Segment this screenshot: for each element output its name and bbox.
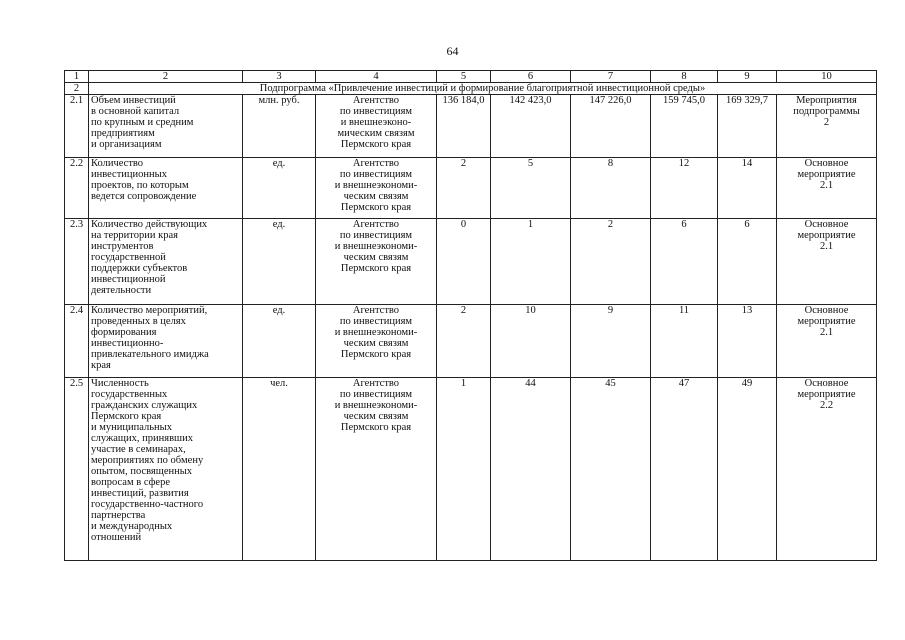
indicator-name: Объем инвестиций в основной капитал по крупным и средним предприятиям и организациям [89, 95, 243, 158]
header-cell: 6 [491, 71, 571, 83]
responsible-agency: Агентство по инвестициям и внешнеэкономи- ческим связям Пермского края [316, 305, 437, 378]
event-reference: Основное мероприятие 2.2 [777, 378, 877, 561]
value-col6: 1 [491, 219, 571, 305]
value-col5: 1 [437, 378, 491, 561]
responsible-agency: Агентство по инвестициям и внешнеэкономи- ческим связям Пермского края [316, 378, 437, 561]
unit: млн. руб. [243, 95, 316, 158]
subprogram-number: 2 [65, 83, 89, 95]
table-row [65, 378, 877, 561]
value-col6: 10 [491, 305, 571, 378]
value-col8: 6 [651, 219, 718, 305]
indicator-name: Численность государственных гражданских служащих Пермского края и муниципальных служащих, принявших участие в семинарах, мероприятиях по обмену опытом, посвященных вопросам в сфере инвестиций, развития государственно-частного партнерства и международных отношений [89, 378, 243, 561]
value-col8: 12 [651, 158, 718, 219]
table-row [65, 305, 877, 378]
header-cell: 7 [571, 71, 651, 83]
header-row [65, 71, 877, 83]
value-col5: 136 184,0 [437, 95, 491, 158]
value-col8: 47 [651, 378, 718, 561]
value-col9: 14 [718, 158, 777, 219]
header-cell: 1 [65, 71, 89, 83]
indicator-name: Количество действующих на территории края инструментов государственной поддержки субъектов инвестиционной деятельности [89, 219, 243, 305]
row-number: 2.4 [65, 305, 89, 378]
value-col7: 147 226,0 [571, 95, 651, 158]
value-col6: 5 [491, 158, 571, 219]
row-number: 2.1 [65, 95, 89, 158]
value-col8: 159 745,0 [651, 95, 718, 158]
header-cell: 9 [718, 71, 777, 83]
header-cell: 5 [437, 71, 491, 83]
value-col9: 169 329,7 [718, 95, 777, 158]
value-col6: 142 423,0 [491, 95, 571, 158]
header-cell: 10 [777, 71, 877, 83]
row-number: 2.3 [65, 219, 89, 305]
event-reference: Основное мероприятие 2.1 [777, 305, 877, 378]
value-col5: 2 [437, 305, 491, 378]
event-reference: Основное мероприятие 2.1 [777, 158, 877, 219]
page-number: 64 [446, 44, 459, 58]
row-number: 2.2 [65, 158, 89, 219]
subprogram-title: Подпрограмма «Привлечение инвестиций и формирование благоприятной инвестиционной среды» [89, 83, 877, 95]
event-reference: Основное мероприятие 2.1 [777, 219, 877, 305]
table-row [65, 158, 877, 219]
value-col9: 13 [718, 305, 777, 378]
unit: ед. [243, 219, 316, 305]
value-col9: 6 [718, 219, 777, 305]
value-col5: 0 [437, 219, 491, 305]
table-body [65, 95, 877, 561]
value-col7: 2 [571, 219, 651, 305]
subprogram-row [65, 83, 877, 95]
value-col8: 11 [651, 305, 718, 378]
indicators-table [64, 70, 877, 561]
indicator-name: Количество инвестиционных проектов, по которым ведется сопровождение [89, 158, 243, 219]
value-col5: 2 [437, 158, 491, 219]
row-number: 2.5 [65, 378, 89, 561]
value-col7: 9 [571, 305, 651, 378]
responsible-agency: Агентство по инвестициям и внешнеэконо- мическим связям Пермского края [316, 95, 437, 158]
value-col6: 44 [491, 378, 571, 561]
header-cell: 8 [651, 71, 718, 83]
table-row [65, 95, 877, 158]
header-cell: 3 [243, 71, 316, 83]
header-cell: 2 [89, 71, 243, 83]
value-col7: 8 [571, 158, 651, 219]
indicator-name: Количество мероприятий, проведенных в целях формирования инвестиционно- привлекательного имиджа края [89, 305, 243, 378]
responsible-agency: Агентство по инвестициям и внешнеэкономи- ческим связям Пермского края [316, 158, 437, 219]
header-cell: 4 [316, 71, 437, 83]
table-row [65, 219, 877, 305]
unit: ед. [243, 158, 316, 219]
value-col7: 45 [571, 378, 651, 561]
unit: чел. [243, 378, 316, 561]
value-col9: 49 [718, 378, 777, 561]
responsible-agency: Агентство по инвестициям и внешнеэкономи- ческим связям Пермского края [316, 219, 437, 305]
unit: ед. [243, 305, 316, 378]
event-reference: Мероприятия подпрограммы 2 [777, 95, 877, 158]
